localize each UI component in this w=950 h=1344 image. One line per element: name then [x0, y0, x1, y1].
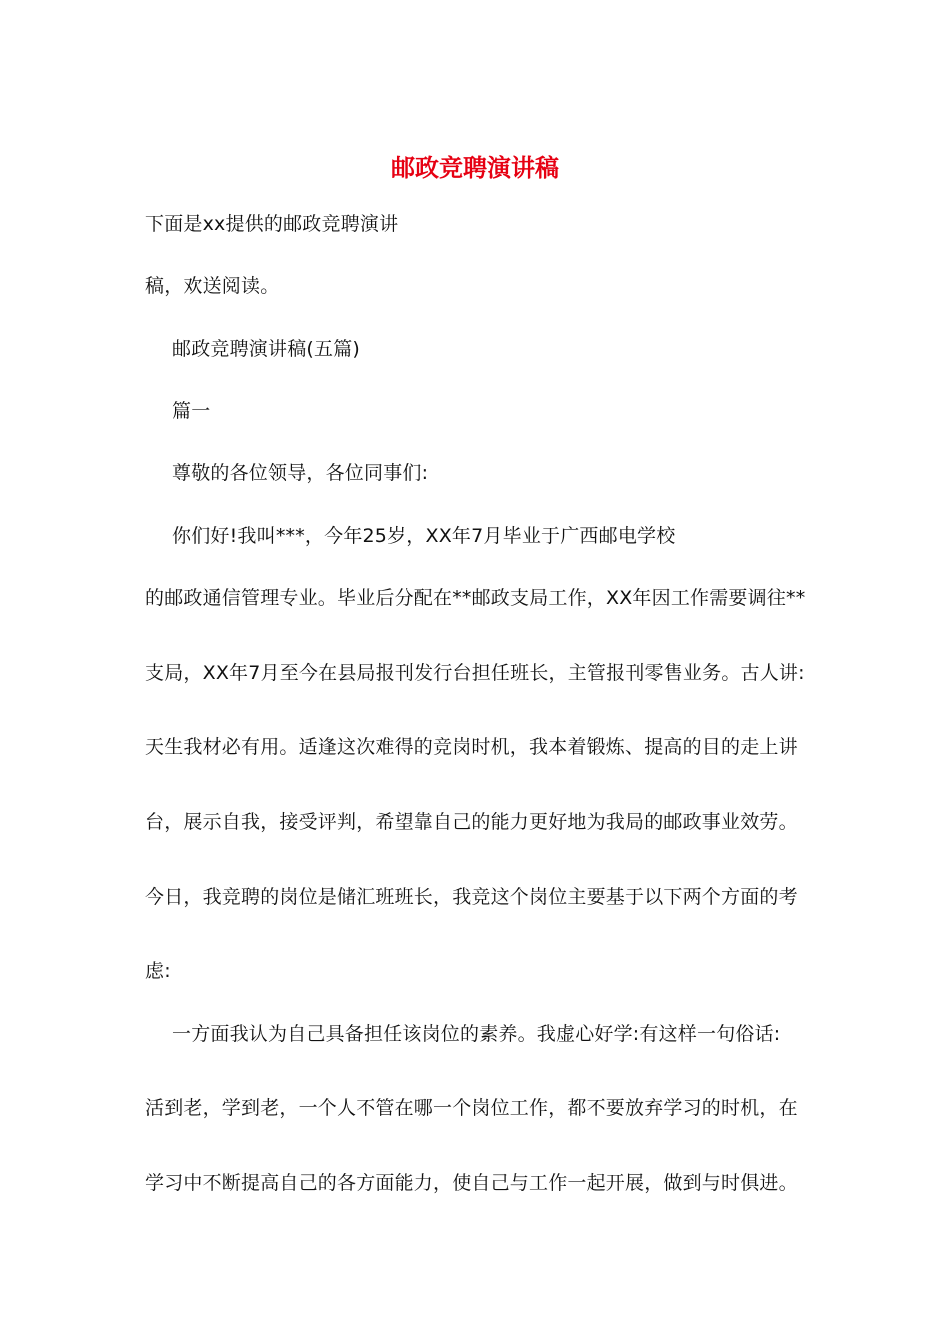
subtitle-line: 邮政竞聘演讲稿(五篇): [172, 338, 361, 360]
intro-line-1: 下面是xx提供的邮政竞聘演讲: [145, 213, 399, 235]
document-title: 邮政竞聘演讲稿: [391, 153, 559, 182]
body-line-2: 的邮政通信管理专业。毕业后分配在**邮政支局工作，XX年因工作需要调往**: [145, 587, 806, 609]
body-line-7: 虑:: [145, 960, 171, 982]
salutation-line: 尊敬的各位领导，各位同事们:: [172, 462, 429, 484]
body-line-10: 学习中不断提高自己的各方面能力，使自己与工作一起开展，做到与时俱进。: [145, 1172, 798, 1194]
body-line-5: 台，展示自我，接受评判，希望靠自己的能力更好地为我局的邮政事业效劳。: [145, 811, 798, 833]
body-line-6: 今日，我竞聘的岗位是储汇班班长，我竞这个岗位主要基于以下两个方面的考: [145, 886, 798, 908]
body-line-9: 活到老，学到老，一个人不管在哪一个岗位工作，都不要放弃学习的时机，在: [145, 1097, 798, 1119]
body-line-4: 天生我材必有用。适逢这次难得的竞岗时机，我本着锻炼、提高的目的走上讲: [145, 736, 798, 758]
body-line-1: 你们好!我叫***，今年25岁，XX年7月毕业于广西邮电学校: [172, 525, 676, 547]
body-line-8: 一方面我认为自己具备担任该岗位的素养。我虚心好学:有这样一句俗话:: [172, 1023, 781, 1045]
body-line-3: 支局，XX年7月至今在县局报刊发行台担任班长，主管报刊零售业务。古人讲:: [145, 662, 805, 684]
section-heading: 篇一: [172, 400, 211, 422]
intro-line-2: 稿，欢送阅读。: [145, 275, 280, 297]
